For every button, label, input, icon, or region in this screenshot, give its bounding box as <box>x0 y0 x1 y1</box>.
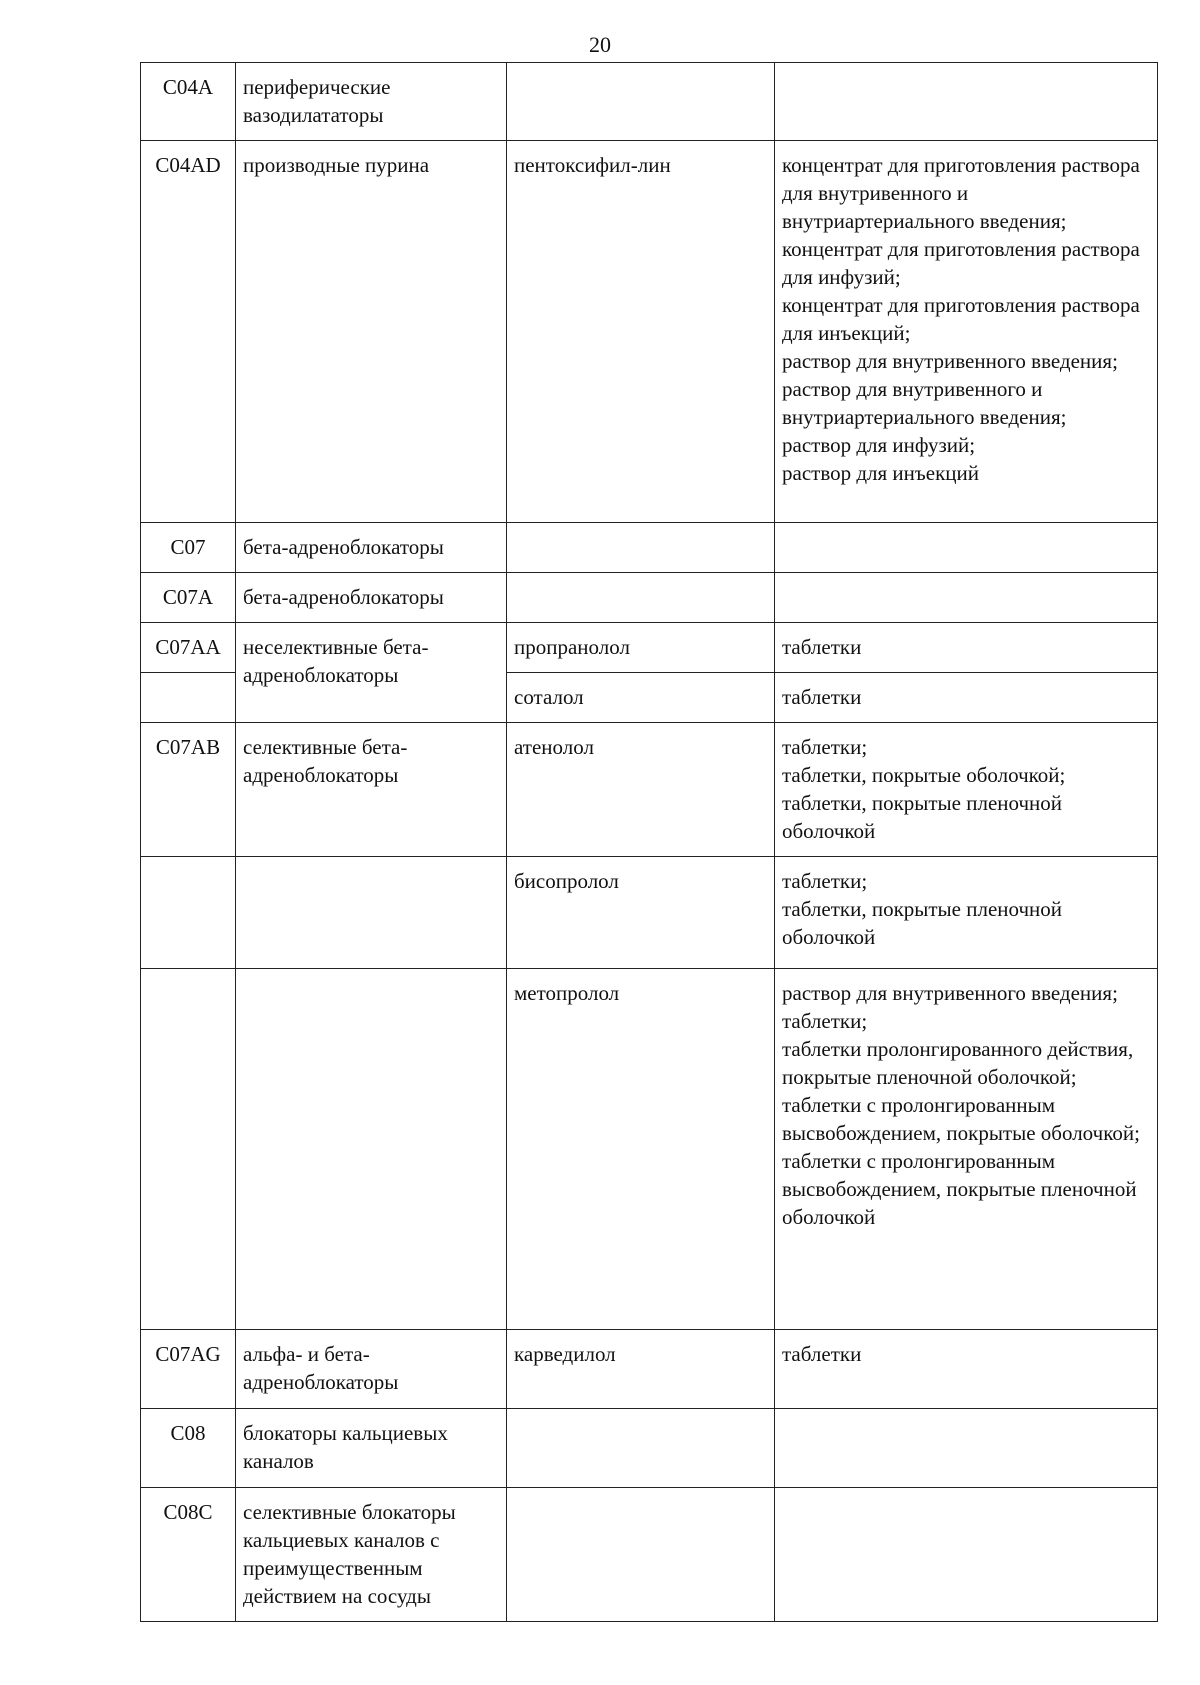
table-row <box>141 573 1158 623</box>
atc-code: C04AD <box>141 141 236 523</box>
atc-code: C07AA <box>141 623 236 673</box>
atc-code <box>141 969 236 1330</box>
dosage-form: раствор для внутривенного введения; <box>782 981 1118 1005</box>
dosage-forms <box>775 1488 1158 1622</box>
table-row <box>141 1330 1158 1409</box>
dosage-forms <box>775 1330 1158 1409</box>
dosage-form: концентрат для приготовления раствора для инъекций; <box>782 293 1140 345</box>
atc-code <box>141 673 236 723</box>
dosage-form: таблетки пролонгированного действия, покрытые пленочной оболочкой; <box>782 1037 1134 1089</box>
dosage-forms <box>775 857 1158 969</box>
table-row <box>141 623 1158 673</box>
atc-code: C07AG <box>141 1330 236 1409</box>
dosage-forms <box>775 1409 1158 1488</box>
pharm-group: бета-адреноблокаторы <box>236 573 507 623</box>
dosage-form: таблетки; <box>782 869 868 893</box>
drug-table <box>140 62 1158 1622</box>
pharm-group: селективные бета-адреноблокаторы <box>236 723 507 857</box>
dosage-forms <box>775 673 1158 723</box>
drug-name: пентоксифил-лин <box>507 141 775 523</box>
drug-name: атенолол <box>507 723 775 857</box>
dosage-form: таблетки, покрытые оболочкой; <box>782 763 1066 787</box>
dosage-form: раствор для внутривенного и внутриартериального введения; <box>782 377 1067 429</box>
atc-code: C07A <box>141 573 236 623</box>
dosage-form: таблетки <box>782 1342 862 1366</box>
dosage-form: раствор для инфузий; <box>782 433 976 457</box>
pharm-group: бета-адреноблокаторы <box>236 523 507 573</box>
atc-code: C08 <box>141 1409 236 1488</box>
drug-name <box>507 63 775 141</box>
pharm-group <box>236 969 507 1330</box>
table-row <box>141 969 1158 1330</box>
pharm-group <box>236 857 507 969</box>
atc-code: C08C <box>141 1488 236 1622</box>
pharm-group: блокаторы кальциевых каналов <box>236 1409 507 1488</box>
table-row <box>141 1409 1158 1488</box>
drug-name <box>507 523 775 573</box>
table-row <box>141 723 1158 857</box>
dosage-forms <box>775 573 1158 623</box>
table-row <box>141 1488 1158 1622</box>
dosage-form: концентрат для приготовления раствора для инфузий; <box>782 237 1140 289</box>
atc-code <box>141 857 236 969</box>
drug-name: пропранолол <box>507 623 775 673</box>
dosage-forms <box>775 969 1158 1330</box>
pharm-group: неселективные бета-адреноблокаторы <box>236 623 507 723</box>
dosage-forms <box>775 523 1158 573</box>
dosage-form: раствор для внутривенного введения; <box>782 349 1118 373</box>
table-row <box>141 63 1158 141</box>
dosage-form: таблетки, покрытые пленочной оболочкой <box>782 897 1063 949</box>
pharm-group: селективные блокаторы кальциевых каналов с преимущественным действием на сосуды <box>236 1488 507 1622</box>
dosage-forms <box>775 141 1158 523</box>
pharm-group: производные пурина <box>236 141 507 523</box>
drug-name <box>507 1409 775 1488</box>
dosage-form: таблетки, покрытые пленочной оболочкой <box>782 791 1063 843</box>
atc-code: C07AB <box>141 723 236 857</box>
dosage-form: таблетки; <box>782 735 868 759</box>
table-row <box>141 857 1158 969</box>
dosage-form: раствор для инъекций <box>782 461 979 485</box>
pharm-group: альфа- и бета-адреноблокаторы <box>236 1330 507 1409</box>
pharm-group: периферические вазодилататоры <box>236 63 507 141</box>
drug-name: метопролол <box>507 969 775 1330</box>
dosage-forms <box>775 723 1158 857</box>
dosage-form: таблетки с пролонгированным высвобождением, покрытые пленочной оболочкой <box>782 1149 1137 1229</box>
page-number: 20 <box>589 32 611 57</box>
dosage-form: таблетки с пролонгированным высвобождением, покрытые оболочкой; <box>782 1093 1140 1145</box>
dosage-form: таблетки <box>782 635 862 659</box>
table-row <box>141 523 1158 573</box>
dosage-form: таблетки <box>782 685 862 709</box>
drug-name <box>507 1488 775 1622</box>
drug-name: карведилол <box>507 1330 775 1409</box>
atc-code: C04A <box>141 63 236 141</box>
dosage-form: концентрат для приготовления раствора для внутривенного и внутриартериального введения; <box>782 153 1140 233</box>
dosage-form: таблетки; <box>782 1009 868 1033</box>
table-row <box>141 141 1158 523</box>
dosage-forms <box>775 63 1158 141</box>
drug-name <box>507 573 775 623</box>
drug-name: бисопролол <box>507 857 775 969</box>
atc-code: C07 <box>141 523 236 573</box>
drug-name: соталол <box>507 673 775 723</box>
dosage-forms <box>775 623 1158 673</box>
